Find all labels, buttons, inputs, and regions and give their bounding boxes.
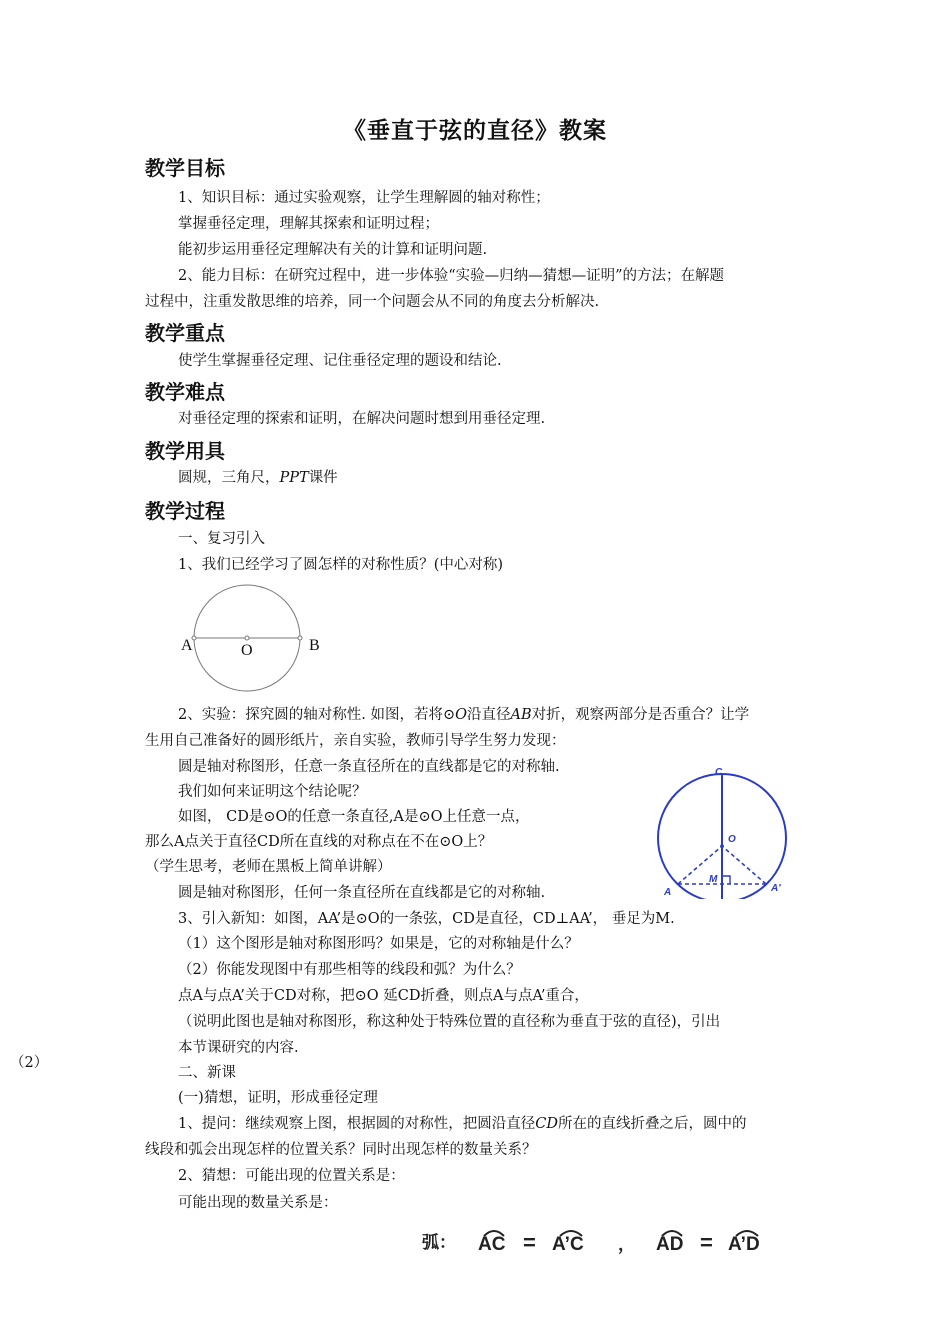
side-mark: （2） — [10, 1055, 49, 1071]
goals-line-4: 2、能力目标：在研究过程中，进一步体验“实验—归纳—猜想—证明”的方法；在解题 — [178, 268, 725, 284]
heading-key: 教学重点 — [145, 321, 225, 345]
ask-cd: CD — [535, 1116, 558, 1132]
process-explain-1: （说明此图也是轴对称图形，称这种处于特殊位置的直径称为垂直于弦的直径)，引出 — [178, 1014, 721, 1030]
process-ask-line-1 — [178, 1114, 746, 1134]
process-q1: 1、我们已经学习了圆怎样的对称性质？(中心对称) — [178, 557, 504, 573]
process-axis-2: 圆是轴对称图形，任何一条直径所在直线都是它的对称轴. — [178, 885, 546, 901]
formula-prefix: 弧： — [422, 1233, 456, 1252]
process-fold: 点A与点A’关于CD对称，把⊙O 延CD折叠，则点A与点A’重合， — [178, 988, 589, 1004]
process-new-knowledge: 3、引入新知：如图，AA’是⊙O的一条弦，CD是直径，CD⊥AA’， 垂足为M. — [178, 911, 675, 927]
process-experiment-line-2: 生用自己准备好的圆形纸片，亲自实验，教师引导学生努力发现： — [145, 733, 566, 749]
formula-separator: ， — [618, 1235, 635, 1254]
goals-line-3: 能初步运用垂径定理解决有关的计算和证明问题. — [178, 242, 488, 258]
process-ask-line-2: 线段和弧会出现怎样的位置关系？同时出现怎样的数量关系？ — [145, 1142, 537, 1158]
heading-process: 教学过程 — [145, 499, 225, 523]
ask-text-2: 所在的直线折叠之后，圆中的 — [557, 1116, 747, 1132]
difficulty-line-1: 对垂径定理的探索和证明，在解决问题时想到用垂径定理. — [178, 411, 546, 427]
formula-rhs-1: A’C — [552, 1234, 584, 1255]
exp-ab: AB — [510, 707, 532, 723]
figure1-label-o: O — [241, 642, 253, 659]
process-question-1: （1）这个图形是轴对称图形吗？如果是，它的对称轴是什么？ — [178, 936, 579, 952]
figure2-label-m: M — [709, 874, 718, 885]
formula-lhs-1: AC — [478, 1234, 506, 1255]
process-cd-2: 那么A点关于直径CD所在直线的对称点在不在⊙O上？ — [145, 834, 493, 850]
formula-rhs-2: A’D — [728, 1234, 760, 1255]
process-review: 一、复习引入 — [178, 531, 265, 547]
goals-line-5: 过程中，注重发散思维的培养，同一个问题会从不同的角度去分析解决. — [145, 294, 600, 310]
process-new-class: 二、新课 — [178, 1065, 236, 1081]
formula-lhs-2: AD — [656, 1234, 684, 1255]
process-guess-number: 可能出现的数量关系是： — [178, 1195, 338, 1211]
figure1-label-b: B — [309, 637, 320, 654]
goals-line-2: 掌握垂径定理，理解其探索和证明过程； — [178, 216, 439, 232]
tools-suffix: 课件 — [308, 470, 338, 486]
tools-line — [178, 468, 338, 488]
process-how: 我们如何来证明这个结论呢？ — [178, 784, 367, 800]
process-explain-2: 本节课研究的内容. — [178, 1040, 299, 1056]
process-think: （学生思考，老师在黑板上简单讲解） — [145, 859, 392, 875]
heading-goals: 教学目标 — [145, 156, 225, 180]
figure1-label-a: A — [181, 637, 193, 654]
exp-text-1: 2、实验：探究圆的轴对称性. 如图，若将⊙ — [178, 707, 456, 723]
process-cd-1: 如图， CD是⊙O的任意一条直径,A是⊙O上任意一点， — [178, 809, 530, 825]
ask-text-1: 1、提问：继续观察上图，根据圆的对称性，把圆沿直径 — [178, 1116, 536, 1132]
key-line-1: 使学生掌握垂径定理、记住垂径定理的题设和结论. — [178, 353, 502, 369]
process-question-2: （2）你能发现图中有那些相等的线段和弧？为什么？ — [178, 962, 521, 978]
goals-line-1: 1、知识目标：通过实验观察，让学生理解圆的轴对称性； — [178, 190, 550, 206]
process-guess-title: (一)猜想，证明，形成垂径定理 — [178, 1090, 378, 1106]
process-experiment-line-1 — [178, 705, 749, 725]
figure-perpendicular-diameter — [650, 764, 800, 899]
formula-eq-1: = — [523, 1230, 536, 1255]
figure2-label-a-prime: A' — [771, 883, 781, 894]
process-axis-1: 圆是轴对称图形，任意一条直径所在的直线都是它的对称轴. — [178, 759, 560, 775]
figure2-label-o: O — [728, 834, 736, 845]
figure2-label-c: C — [715, 767, 723, 778]
exp-text-2: 沿直径 — [466, 707, 511, 723]
exp-text-3: 对折，观察两部分是否重合？让学 — [531, 707, 750, 723]
process-guess-position: 2、猜想：可能出现的位置关系是： — [178, 1168, 405, 1184]
document-title: 《垂直于弦的直径》教案 — [343, 117, 607, 144]
formula-eq-2: = — [700, 1230, 713, 1255]
heading-tools: 教学用具 — [145, 439, 225, 463]
tools-ppt: PPT — [279, 470, 309, 486]
heading-difficulty: 教学难点 — [145, 380, 225, 404]
figure2-label-a: A — [664, 887, 672, 898]
arc-equality-formula — [418, 1220, 788, 1262]
exp-o: O — [455, 707, 467, 723]
tools-prefix: 圆规，三角尺， — [178, 470, 280, 486]
